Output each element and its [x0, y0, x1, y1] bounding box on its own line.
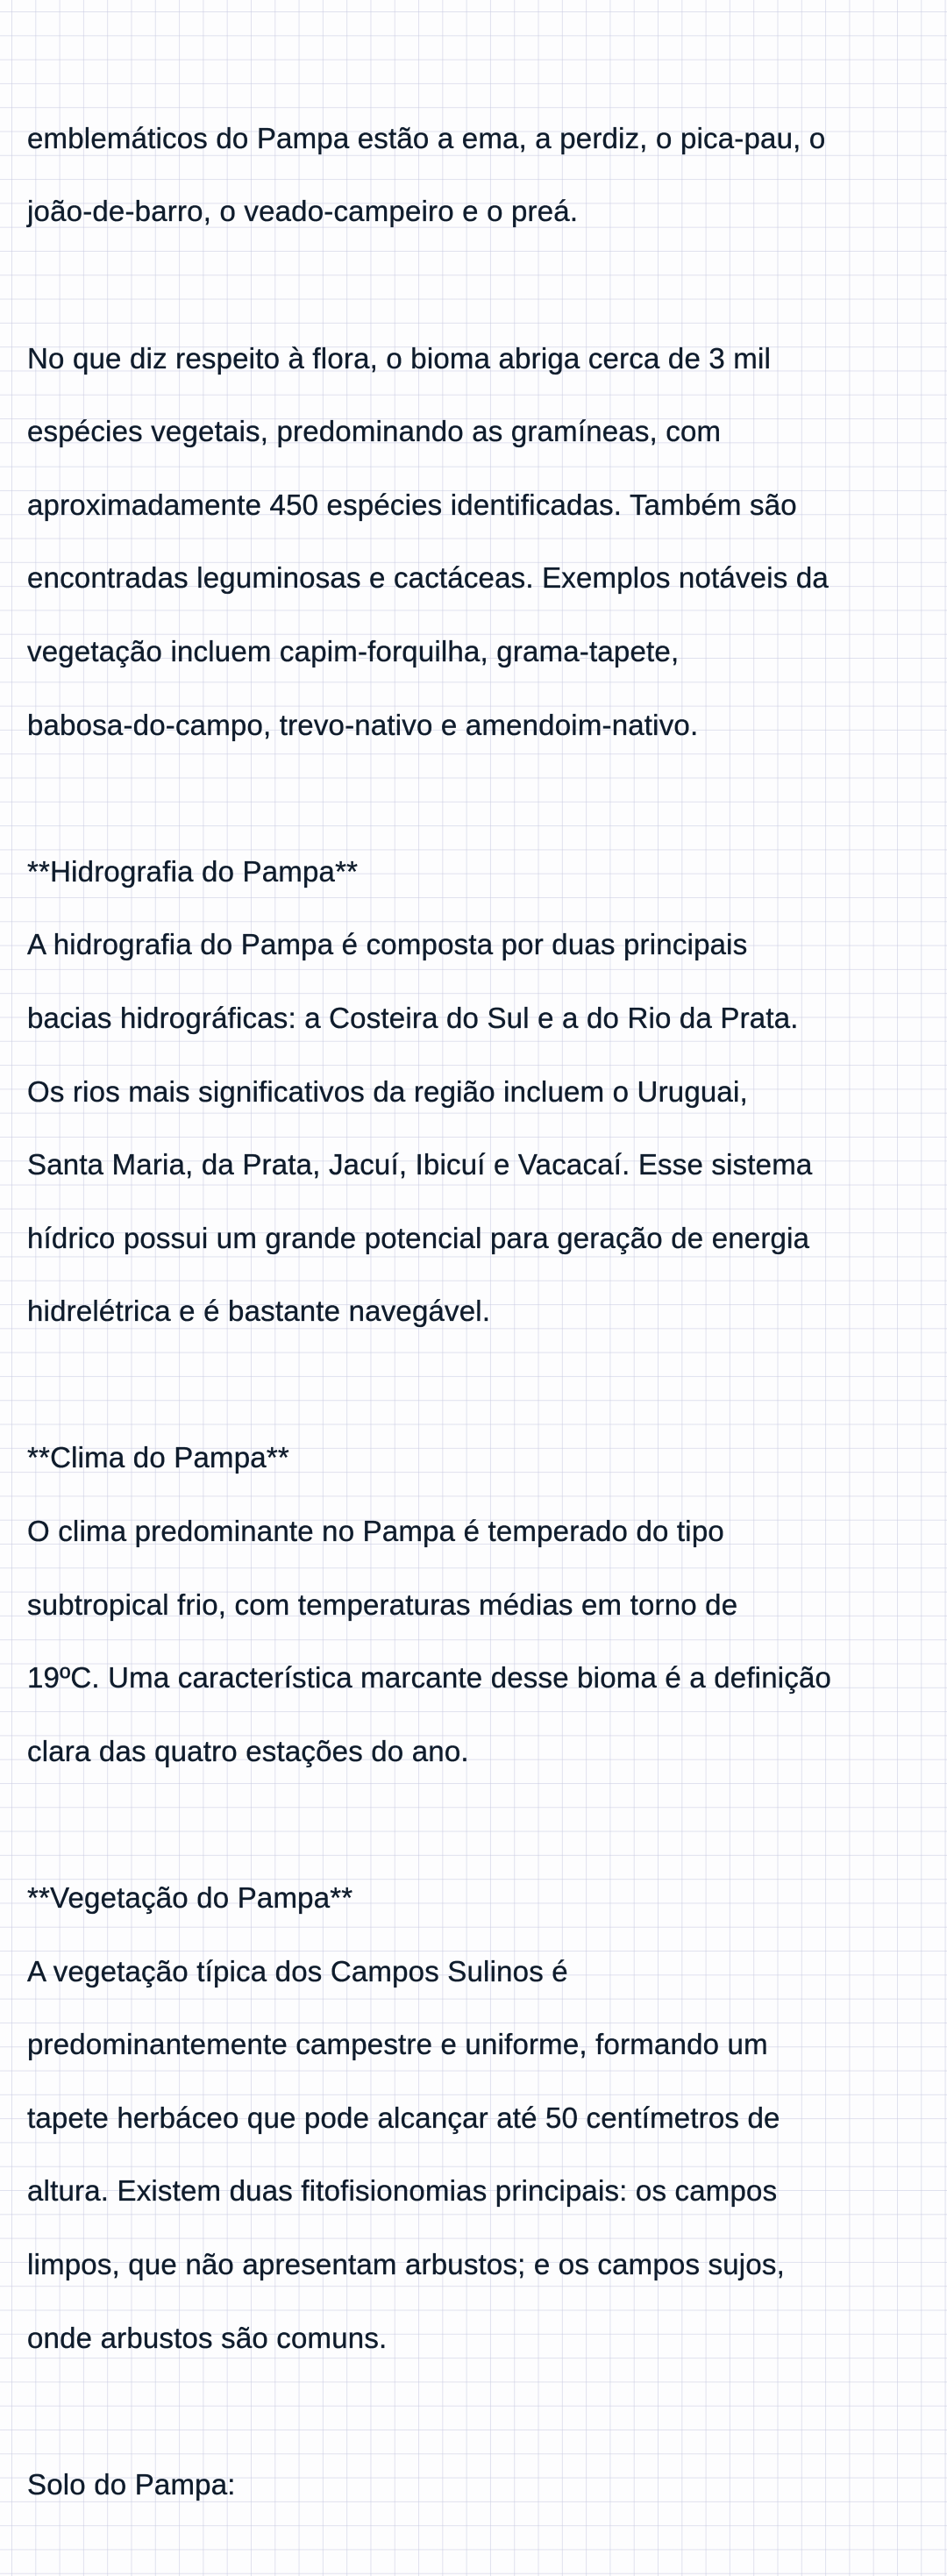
section-heading-clima: **Clima do Pampa**	[27, 1441, 289, 1474]
text-line: tapete herbáceo que pode alcançar até 50 centímetros de	[27, 2101, 780, 2134]
text-line: No que diz respeito à flora, o bioma abriga cerca de 3 mil	[27, 341, 772, 375]
text-line: limpos, que não apresentam arbustos; e os campos sujos,	[27, 2248, 785, 2281]
text-line: O clima predominante no Pampa é temperado do tipo	[27, 1515, 724, 1548]
text-line: bacias hidrográficas: a Costeira do Sul e a do Rio da Prata.	[27, 1001, 799, 1034]
text-line: babosa-do-campo, trevo-nativo e amendoim-nativo.	[27, 708, 699, 741]
paragraph-fauna-continued	[27, 83, 939, 267]
text-line: 19ºC. Uma característica marcante desse bioma é a definição	[27, 1661, 832, 1695]
text-line: Os rios mais significativos da região incluem o Uruguai,	[27, 1074, 748, 1108]
text-line: hídrico possui um grande potencial para geração de energia	[27, 1221, 810, 1254]
text-line: emblemáticos do Pampa estão a ema, a perdiz, o pica-pau, o	[27, 121, 826, 154]
section-clima	[27, 1403, 939, 1807]
text-line: encontradas leguminosas e cactáceas. Exemplos notáveis da	[27, 561, 829, 595]
text-line: clara das quatro estações do ano.	[27, 1734, 469, 1767]
section-heading-hidrografia: **Hidrografia do Pampa**	[27, 854, 359, 888]
text-line: onde arbustos são comuns.	[27, 2321, 388, 2354]
text-line: A vegetação típica dos Campos Sulinos é	[27, 1954, 568, 1987]
text-line: Santa Maria, da Prata, Jacuí, Ibicuí e Vacacaí. Esse sistema	[27, 1148, 813, 1181]
text-line: subtropical frio, com temperaturas médias em torno de	[27, 1588, 738, 1621]
text-line: hidrelétrica e é bastante navegável.	[27, 1295, 491, 1328]
text-line: vegetação incluem capim-forquilha, grama-tapete,	[27, 634, 680, 667]
section-heading-solo: Solo do Pampa:	[27, 2467, 236, 2501]
section-heading-vegetacao: **Vegetação do Pampa**	[27, 1881, 353, 1915]
paragraph-flora	[27, 303, 939, 780]
section-hidrografia	[27, 817, 939, 1366]
text-line: aproximadamente 450 espécies identificadas. Também são	[27, 488, 797, 521]
section-solo	[27, 2430, 939, 2539]
section-vegetacao	[27, 1843, 939, 2393]
notebook-page	[27, 83, 939, 2576]
text-line: joão-de-barro, o veado-campeiro e o preá.	[27, 195, 579, 228]
text-line: altura. Existem duas fitofisionomias principais: os campos	[27, 2174, 778, 2208]
text-line: espécies vegetais, predominando as gramíneas, com	[27, 415, 722, 448]
text-line: predominantemente campestre e uniforme, formando um	[27, 2028, 768, 2061]
text-line: A hidrografia do Pampa é composta por duas principais	[27, 928, 748, 961]
